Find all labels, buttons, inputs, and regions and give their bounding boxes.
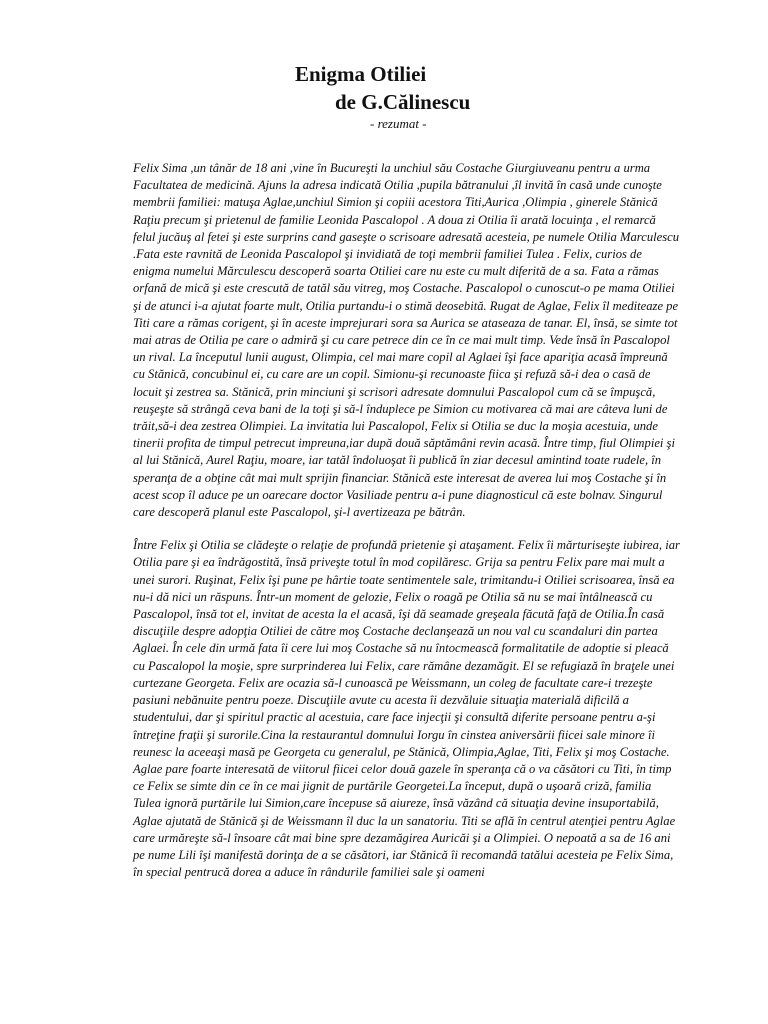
document-author: de G.Călinescu [335,90,471,114]
document-body [133,160,681,881]
paragraph: Felix Sima ,un tânăr de 18 ani ,vine în Bucureşti la unchiul său Costache Giurgiuveanu pentru a urma Facultatea de medicină. Ajuns la adresa indicată Otilia ,pupila bătranului ,îl invită în casă unde cunoşte membrii familiei: matuşa Aglae,unchiul Simion şi copiii acestora Titi,Aurica ,Olimpia , ginerele Stănică Raţiu precum şi prietenul de familie Leonida Pascalopol . A doua zi Otilia îi arată locuinţa , el remarcă felul jucăuş al fetei şi este surprins cand gaseşte o scrisoare adresată acesteia, pe numele Otilia Marculescu .Fata este ravnită de Leonida Pascalopol şi invidiată de toţi membrii familiei Tulea . Felix, curios de enigma numelui Mărculescu descoperă soarta Otiliei care nu este cu mult diferită de a sa. Fata a rămas orfană de mică şi este crescută de tatăl său vitreg, moş Costache. Pascalopol o cunoscut-o pe mama Otiliei şi de atunci i-a ajutat foarte mult, Otilia purtandu-i o stimă deosebită. Rugat de Aglae, Felix îl mediteaze pe Titi care a rămas corigent, şi în aceste impreјurari sora sa Aurica se ataseaza de tanar. El, însă, se simte tot mai atras de Otilia pe care o admiră şi cu care petrece din ce în ce mai mult timp. Vede însă în Pascalopol un rival. La începutul lunii august, Olimpia, cel mai mare copil al Aglaei îşi face apariţia acasă împreună cu Stănică, concubinul ei, cu care are un copil. Simionu-şi recunoaste fiica şi refuză să-i dea o casă de locuit şi zestrea sa. Stănică, prin minciuni şi scrisori adresate domnului Pascalopol cum că se împuşcă, reuşeşte să strângă ceva bani de la toţi şi să-l înduplece pe Simion cu motivarea că mai are câteva luni de trăit,să-i dea zestrea Olimpiei. La invitatia lui Pascalopol, Felix si Otilia se duc la moşia acestuia, unde tinerii profita de timpul petrecut impreuna,iar după două săptămâni revin acasă. Între timp, fiul Olimpiei şi al lui Stănică, Aurel Raţiu, moare, iar tatăl îndoluoşat îi publică în ziar decesul amintind toate rudele, în speranţa de a obţine cât mai mult sprijin financiar. Stănică este interesat de averea lui moş Costache şi în acest scop îl aduce pe un oarecare doctor Vasiliade pentru a-i pune diagnosticul că este bolnav. Singurul care descoperă planul este Pascalopol, şi-l avertizeaza pe bătrân. [133,161,679,520]
paragraph: Între Felix şi Otilia se clădeşte o relaţie de profundă prietenie şi ataşament. Felix îi mărturiseşte iubirea, iar Otilia pare şi ea îndrăgostită, însă priveşte totul în mod copilăresc. Grija sa pentru Felix pare mai mult a unei surori. Ruşinat, Felix îşi pune pe hârtie toate sentimentele sale, trimitandu-i Otiliei scrisoarea, însă ea nu-i dă nici un răspuns. Într-un moment de gelozie, Felix o roagă pe Otilia să nu se mai întâlnească cu Pascalopol, însă tot el, invitat de acesta la el acasă, îşi dă seamade greşeala făcută faţă de Otilia.În casă discuţiile despre adopţia Otiliei de către moş Costache declanşează un nou val cu scandaluri din partea Aglaei. În cele din urmă fata îi cere lui moş Costache să nu întocmească formalitatile de adoptie si pleacă cu Pascalopol la moşie, spre surprinderea lui Felix, care rămâne dezamăgit. El se refugiază în braţele unei curtezane Georgeta. Felix are ocazia să-l cunoască pe Weissmann, un coleg de facultate care-i trezeşte pasiuni nebănuite pentru poeze. Discuţiile avute cu acesta îi dezvăluie situaţia materială dificilă a studentului, dar şi spiritul practic al acestuia, care face injecţii şi consultă diferite persoane pentru a-şi întreţine fraţii şi surorile.Cina la restaurantul domnului Iorgu în cinstea aniversării fiicei sale minore îi reunesc la aceeaşi masă pe Georgeta cu generalul, pe Stănică, Olimpia,Aglae, Titi, Felix şi moş Costache. Aglae pare foarte interesată de viitorul fiicei celor două gazele în speranţa că o va căsători cu Titi, în timp ce Felix se simte din ce în ce mai jignit de purtările Georgetei.La început, după o uşoară criză, familia Tulea ignoră purtările lui Simion,care începuse să aiureze, însă văzând că situaţia devine insuportabilă, Aglae ajutată de Stănică şi de Weissmann îl duc la un sanatoriu. Titi se află în centrul atenţiei pentru Aglae care urmăreşte să-l însoare cât mai bine spre dezamăgirea Auricăi şi a Olimpiei. O nepoată a sa de 16 ani pe nume Lili îşi manifestă dorinţa de a se căsători, iar Stănică îi recomandă tatălui acesteia pe Felix Sima, în special pentrucă dorea a aduce în rândurile familiei sale şi oameni [133,538,680,880]
document-subtitle: - rezumat - [370,116,427,131]
document-title: Enigma Otiliei [295,62,427,86]
